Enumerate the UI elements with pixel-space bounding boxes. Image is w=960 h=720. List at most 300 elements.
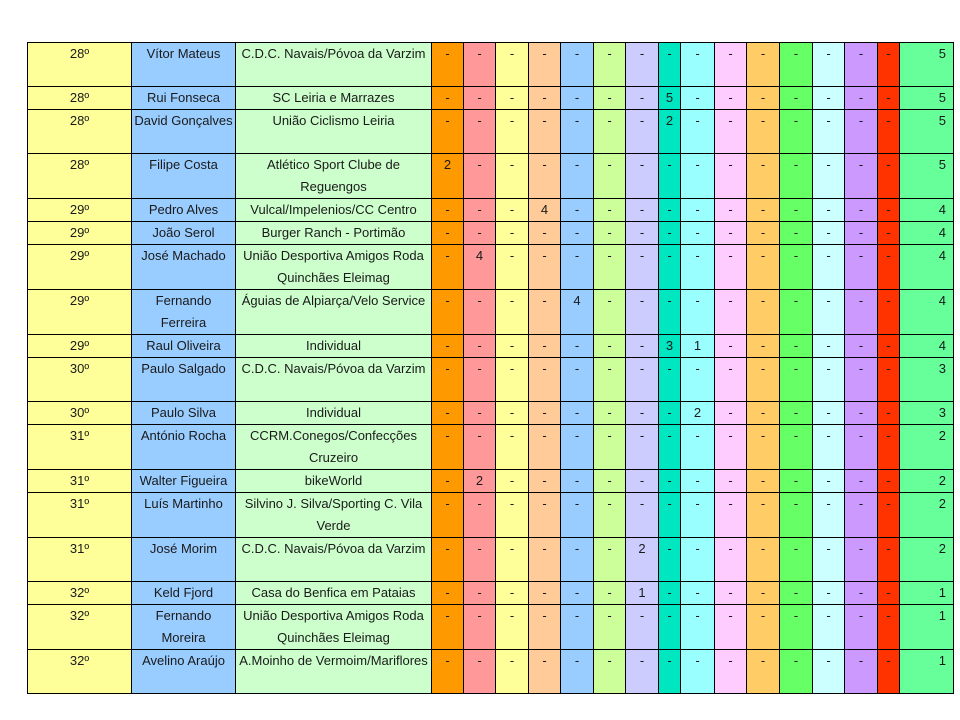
position-cell: 30º [28, 402, 132, 425]
stage-result-cell: - [878, 650, 900, 694]
ranking-table [27, 42, 954, 694]
stage-result-cell: - [659, 402, 681, 425]
stage-result-cell: - [496, 582, 529, 605]
stage-result-cell: - [626, 110, 659, 154]
stage-result-cell: - [747, 493, 780, 538]
team-cell: União Ciclismo Leiria [236, 110, 432, 154]
rider-name-cell: Avelino Araújo [132, 650, 236, 694]
stage-result-cell: - [464, 425, 496, 470]
stage-result-cell: - [681, 358, 715, 402]
position-cell: 29º [28, 199, 132, 222]
stage-result-cell: - [681, 154, 715, 199]
rider-name-cell: João Serol [132, 222, 236, 245]
stage-result-cell: - [626, 358, 659, 402]
stage-result-cell: - [747, 43, 780, 87]
table-row [28, 245, 954, 290]
stage-result-cell: - [681, 222, 715, 245]
stage-result-cell: - [529, 538, 561, 582]
team-cell: Casa do Benfica em Pataias [236, 582, 432, 605]
stage-result-cell: - [464, 650, 496, 694]
stage-result-cell: - [878, 425, 900, 470]
stage-result-cell: - [747, 222, 780, 245]
stage-result-cell: - [626, 335, 659, 358]
table-row [28, 538, 954, 582]
stage-result-cell: - [529, 245, 561, 290]
total-points-cell: 4 [900, 290, 954, 335]
rider-name-cell: Raul Oliveira [132, 335, 236, 358]
stage-result-cell: - [845, 335, 878, 358]
stage-result-cell: - [813, 650, 845, 694]
stage-result-cell: - [594, 335, 626, 358]
stage-result-cell: - [432, 290, 464, 335]
stage-result-cell: - [626, 43, 659, 87]
stage-result-cell: - [845, 650, 878, 694]
stage-result-cell: - [813, 582, 845, 605]
stage-result-cell: - [878, 605, 900, 650]
stage-result-cell: - [813, 402, 845, 425]
stage-result-cell: - [626, 650, 659, 694]
stage-result-cell: - [594, 245, 626, 290]
stage-result-cell: - [659, 222, 681, 245]
stage-result-cell: - [780, 87, 813, 110]
team-cell: Águias de Alpiarça/Velo Service [236, 290, 432, 335]
rider-name-cell: Vítor Mateus [132, 43, 236, 87]
rider-name-cell: Paulo Salgado [132, 358, 236, 402]
table-row [28, 425, 954, 470]
stage-result-cell: - [878, 222, 900, 245]
stage-result-cell: - [747, 199, 780, 222]
stage-result-cell: - [681, 470, 715, 493]
rider-name-cell: Filipe Costa [132, 154, 236, 199]
team-cell: C.D.C. Navais/Póvoa da Varzim [236, 358, 432, 402]
stage-result-cell: - [496, 605, 529, 650]
position-cell: 28º [28, 87, 132, 110]
stage-result-cell: - [845, 199, 878, 222]
stage-result-cell: - [464, 493, 496, 538]
stage-result-cell: - [715, 425, 747, 470]
stage-result-cell: 2 [659, 110, 681, 154]
stage-result-cell: - [594, 154, 626, 199]
rider-name-cell: Rui Fonseca [132, 87, 236, 110]
rider-name-cell: Keld Fjord [132, 582, 236, 605]
stage-result-cell: - [529, 358, 561, 402]
stage-result-cell: - [878, 493, 900, 538]
stage-result-cell: - [561, 402, 594, 425]
total-points-cell: 5 [900, 154, 954, 199]
stage-result-cell: - [715, 538, 747, 582]
stage-result-cell: - [496, 425, 529, 470]
team-cell: Silvino J. Silva/Sporting C. Vila Verde [236, 493, 432, 538]
stage-result-cell: - [594, 402, 626, 425]
stage-result-cell: - [594, 538, 626, 582]
total-points-cell: 4 [900, 245, 954, 290]
stage-result-cell: - [813, 425, 845, 470]
stage-result-cell: - [626, 425, 659, 470]
stage-result-cell: - [878, 87, 900, 110]
stage-result-cell: - [464, 335, 496, 358]
stage-result-cell: - [496, 358, 529, 402]
stage-result-cell: - [715, 110, 747, 154]
stage-result-cell: - [747, 110, 780, 154]
rider-name-cell: António Rocha [132, 425, 236, 470]
stage-result-cell: - [878, 335, 900, 358]
stage-result-cell: - [813, 335, 845, 358]
table-row [28, 493, 954, 538]
stage-result-cell: - [529, 425, 561, 470]
table-row [28, 154, 954, 199]
stage-result-cell: - [659, 245, 681, 290]
stage-result-cell: - [813, 470, 845, 493]
team-cell: CCRM.Conegos/Confecções Cruzeiro [236, 425, 432, 470]
stage-result-cell: - [780, 538, 813, 582]
stage-result-cell: - [464, 290, 496, 335]
stage-result-cell: - [780, 335, 813, 358]
stage-result-cell: - [529, 290, 561, 335]
stage-result-cell: - [432, 222, 464, 245]
team-cell: União Desportiva Amigos Roda Quinchães Eleimag [236, 605, 432, 650]
team-cell: C.D.C. Navais/Póvoa da Varzim [236, 538, 432, 582]
stage-result-cell: - [496, 402, 529, 425]
table-row [28, 358, 954, 402]
stage-result-cell: - [845, 605, 878, 650]
stage-result-cell: - [813, 222, 845, 245]
stage-result-cell: - [626, 290, 659, 335]
stage-result-cell: - [432, 425, 464, 470]
rider-name-cell: Paulo Silva [132, 402, 236, 425]
stage-result-cell: - [659, 493, 681, 538]
stage-result-cell: - [878, 110, 900, 154]
stage-result-cell: - [626, 222, 659, 245]
team-cell: C.D.C. Navais/Póvoa da Varzim [236, 43, 432, 87]
total-points-cell: 5 [900, 87, 954, 110]
position-cell: 29º [28, 335, 132, 358]
total-points-cell: 4 [900, 222, 954, 245]
stage-result-cell: - [464, 605, 496, 650]
stage-result-cell: - [845, 470, 878, 493]
table-row [28, 43, 954, 87]
stage-result-cell: - [529, 154, 561, 199]
stage-result-cell: - [681, 538, 715, 582]
stage-result-cell: - [464, 538, 496, 582]
stage-result-cell: - [496, 290, 529, 335]
stage-result-cell: - [878, 43, 900, 87]
stage-result-cell: - [813, 154, 845, 199]
stage-result-cell: - [659, 199, 681, 222]
stage-result-cell: - [813, 87, 845, 110]
stage-result-cell: 2 [626, 538, 659, 582]
stage-result-cell: - [464, 402, 496, 425]
stage-result-cell: - [529, 650, 561, 694]
position-cell: 31º [28, 470, 132, 493]
stage-result-cell: - [747, 538, 780, 582]
stage-result-cell: - [878, 582, 900, 605]
stage-result-cell: - [594, 43, 626, 87]
stage-result-cell: - [496, 245, 529, 290]
table-row [28, 402, 954, 425]
stage-result-cell: - [845, 493, 878, 538]
stage-result-cell: - [594, 582, 626, 605]
rider-name-cell: Pedro Alves [132, 199, 236, 222]
stage-result-cell: - [594, 470, 626, 493]
stage-result-cell: - [715, 335, 747, 358]
stage-result-cell: - [715, 605, 747, 650]
team-cell: A.Moinho de Vermoim/Mariflores [236, 650, 432, 694]
stage-result-cell: - [659, 290, 681, 335]
table-row [28, 222, 954, 245]
stage-result-cell: - [464, 358, 496, 402]
stage-result-cell: - [715, 245, 747, 290]
stage-result-cell: - [432, 43, 464, 87]
stage-result-cell: - [715, 222, 747, 245]
stage-result-cell: - [529, 493, 561, 538]
stage-result-cell: - [715, 402, 747, 425]
stage-result-cell: - [681, 493, 715, 538]
stage-result-cell: - [464, 582, 496, 605]
stage-result-cell: - [813, 290, 845, 335]
stage-result-cell: - [715, 154, 747, 199]
total-points-cell: 2 [900, 470, 954, 493]
position-cell: 31º [28, 425, 132, 470]
stage-result-cell: - [464, 222, 496, 245]
stage-result-cell: - [496, 538, 529, 582]
stage-result-cell: - [496, 87, 529, 110]
stage-result-cell: - [681, 43, 715, 87]
table-row [28, 199, 954, 222]
stage-result-cell: - [780, 222, 813, 245]
team-cell: Individual [236, 335, 432, 358]
stage-result-cell: - [561, 110, 594, 154]
stage-result-cell: - [878, 470, 900, 493]
team-cell: SC Leiria e Marrazes [236, 87, 432, 110]
stage-result-cell: - [561, 493, 594, 538]
stage-result-cell: - [626, 154, 659, 199]
total-points-cell: 3 [900, 358, 954, 402]
stage-result-cell: - [878, 290, 900, 335]
stage-result-cell: - [659, 538, 681, 582]
stage-result-cell: - [780, 245, 813, 290]
stage-result-cell: - [464, 87, 496, 110]
stage-result-cell: - [594, 605, 626, 650]
stage-result-cell: - [659, 605, 681, 650]
stage-result-cell: - [561, 538, 594, 582]
stage-result-cell: - [496, 154, 529, 199]
stage-result-cell: - [845, 43, 878, 87]
position-cell: 28º [28, 154, 132, 199]
stage-result-cell: - [594, 425, 626, 470]
stage-result-cell: - [432, 493, 464, 538]
stage-result-cell: - [594, 650, 626, 694]
stage-result-cell: - [845, 245, 878, 290]
stage-result-cell: - [747, 154, 780, 199]
stage-result-cell: - [845, 110, 878, 154]
stage-result-cell: - [432, 538, 464, 582]
team-cell: União Desportiva Amigos Roda Quinchães Eleimag [236, 245, 432, 290]
total-points-cell: 1 [900, 650, 954, 694]
stage-result-cell: 4 [464, 245, 496, 290]
stage-result-cell: - [681, 650, 715, 694]
stage-result-cell: - [432, 582, 464, 605]
stage-result-cell: - [878, 245, 900, 290]
stage-result-cell: - [780, 402, 813, 425]
stage-result-cell: - [594, 493, 626, 538]
stage-result-cell: - [747, 650, 780, 694]
stage-result-cell: - [780, 582, 813, 605]
stage-result-cell: - [659, 43, 681, 87]
stage-result-cell: 1 [681, 335, 715, 358]
stage-result-cell: - [715, 493, 747, 538]
stage-result-cell: - [659, 582, 681, 605]
stage-result-cell: 2 [432, 154, 464, 199]
stage-result-cell: - [813, 245, 845, 290]
stage-result-cell: - [529, 222, 561, 245]
stage-result-cell: - [659, 425, 681, 470]
stage-result-cell: - [715, 199, 747, 222]
stage-result-cell: - [780, 425, 813, 470]
stage-result-cell: - [496, 222, 529, 245]
rider-name-cell: Fernando Ferreira [132, 290, 236, 335]
stage-result-cell: - [813, 493, 845, 538]
stage-result-cell: - [659, 650, 681, 694]
table-row [28, 605, 954, 650]
stage-result-cell: - [626, 605, 659, 650]
stage-result-cell: - [529, 87, 561, 110]
stage-result-cell: - [813, 199, 845, 222]
stage-result-cell: - [747, 335, 780, 358]
stage-result-cell: - [561, 582, 594, 605]
table-row [28, 87, 954, 110]
stage-result-cell: 1 [626, 582, 659, 605]
stage-result-cell: - [845, 402, 878, 425]
table-row [28, 290, 954, 335]
stage-result-cell: - [561, 650, 594, 694]
stage-result-cell: - [878, 538, 900, 582]
stage-result-cell: - [561, 425, 594, 470]
stage-result-cell: - [747, 245, 780, 290]
team-cell: Burger Ranch - Portimão [236, 222, 432, 245]
stage-result-cell: - [780, 199, 813, 222]
position-cell: 29º [28, 222, 132, 245]
stage-result-cell: - [529, 402, 561, 425]
rider-name-cell: Fernando Moreira [132, 605, 236, 650]
stage-result-cell: - [529, 605, 561, 650]
stage-result-cell: - [529, 335, 561, 358]
stage-result-cell: 4 [529, 199, 561, 222]
team-cell: bikeWorld [236, 470, 432, 493]
rider-name-cell: David Gonçalves [132, 110, 236, 154]
stage-result-cell: - [594, 222, 626, 245]
stage-result-cell: - [496, 335, 529, 358]
stage-result-cell: - [496, 110, 529, 154]
stage-result-cell: - [561, 335, 594, 358]
stage-result-cell: - [845, 87, 878, 110]
stage-result-cell: - [432, 358, 464, 402]
stage-result-cell: - [813, 358, 845, 402]
stage-result-cell: - [845, 290, 878, 335]
stage-result-cell: - [529, 470, 561, 493]
stage-result-cell: - [681, 199, 715, 222]
stage-result-cell: - [496, 199, 529, 222]
stage-result-cell: - [780, 154, 813, 199]
stage-result-cell: - [747, 87, 780, 110]
rider-name-cell: José Morim [132, 538, 236, 582]
total-points-cell: 1 [900, 605, 954, 650]
stage-result-cell: - [681, 425, 715, 470]
stage-result-cell: - [681, 110, 715, 154]
stage-result-cell: - [747, 402, 780, 425]
table-row [28, 110, 954, 154]
stage-result-cell: - [659, 470, 681, 493]
position-cell: 31º [28, 538, 132, 582]
table-row [28, 470, 954, 493]
stage-result-cell: - [845, 538, 878, 582]
stage-result-cell: - [561, 87, 594, 110]
stage-result-cell: - [561, 43, 594, 87]
stage-result-cell: - [715, 43, 747, 87]
stage-result-cell: - [594, 358, 626, 402]
stage-result-cell: - [626, 199, 659, 222]
position-cell: 31º [28, 493, 132, 538]
stage-result-cell: - [878, 402, 900, 425]
stage-result-cell: - [780, 43, 813, 87]
stage-result-cell: - [747, 425, 780, 470]
stage-result-cell: - [626, 245, 659, 290]
total-points-cell: 2 [900, 538, 954, 582]
stage-result-cell: - [715, 87, 747, 110]
stage-result-cell: - [496, 493, 529, 538]
team-cell: Atlético Sport Clube de Reguengos [236, 154, 432, 199]
table-row [28, 650, 954, 694]
table-row [28, 582, 954, 605]
total-points-cell: 4 [900, 335, 954, 358]
stage-result-cell: - [878, 154, 900, 199]
stage-result-cell: - [594, 290, 626, 335]
team-cell: Vulcal/Impelenios/CC Centro [236, 199, 432, 222]
stage-result-cell: - [813, 110, 845, 154]
stage-result-cell: - [780, 290, 813, 335]
position-cell: 32º [28, 582, 132, 605]
stage-result-cell: - [813, 538, 845, 582]
rider-name-cell: José Machado [132, 245, 236, 290]
stage-result-cell: - [464, 154, 496, 199]
stage-result-cell: - [681, 290, 715, 335]
position-cell: 30º [28, 358, 132, 402]
rider-name-cell: Luís Martinho [132, 493, 236, 538]
rider-name-cell: Walter Figueira [132, 470, 236, 493]
stage-result-cell: - [845, 358, 878, 402]
stage-result-cell: - [464, 199, 496, 222]
stage-result-cell: - [496, 43, 529, 87]
stage-result-cell: - [432, 335, 464, 358]
stage-result-cell: - [626, 87, 659, 110]
stage-result-cell: - [845, 582, 878, 605]
stage-result-cell: - [780, 358, 813, 402]
stage-result-cell: - [780, 470, 813, 493]
stage-result-cell: - [715, 582, 747, 605]
stage-result-cell: - [529, 110, 561, 154]
stage-result-cell: - [659, 154, 681, 199]
stage-result-cell: - [432, 245, 464, 290]
stage-result-cell: - [432, 650, 464, 694]
stage-result-cell: - [681, 245, 715, 290]
stage-result-cell: - [747, 290, 780, 335]
total-points-cell: 2 [900, 425, 954, 470]
stage-result-cell: - [715, 358, 747, 402]
stage-result-cell: - [626, 493, 659, 538]
stage-result-cell: - [561, 605, 594, 650]
stage-result-cell: - [561, 222, 594, 245]
stage-result-cell: - [561, 154, 594, 199]
stage-result-cell: - [780, 110, 813, 154]
